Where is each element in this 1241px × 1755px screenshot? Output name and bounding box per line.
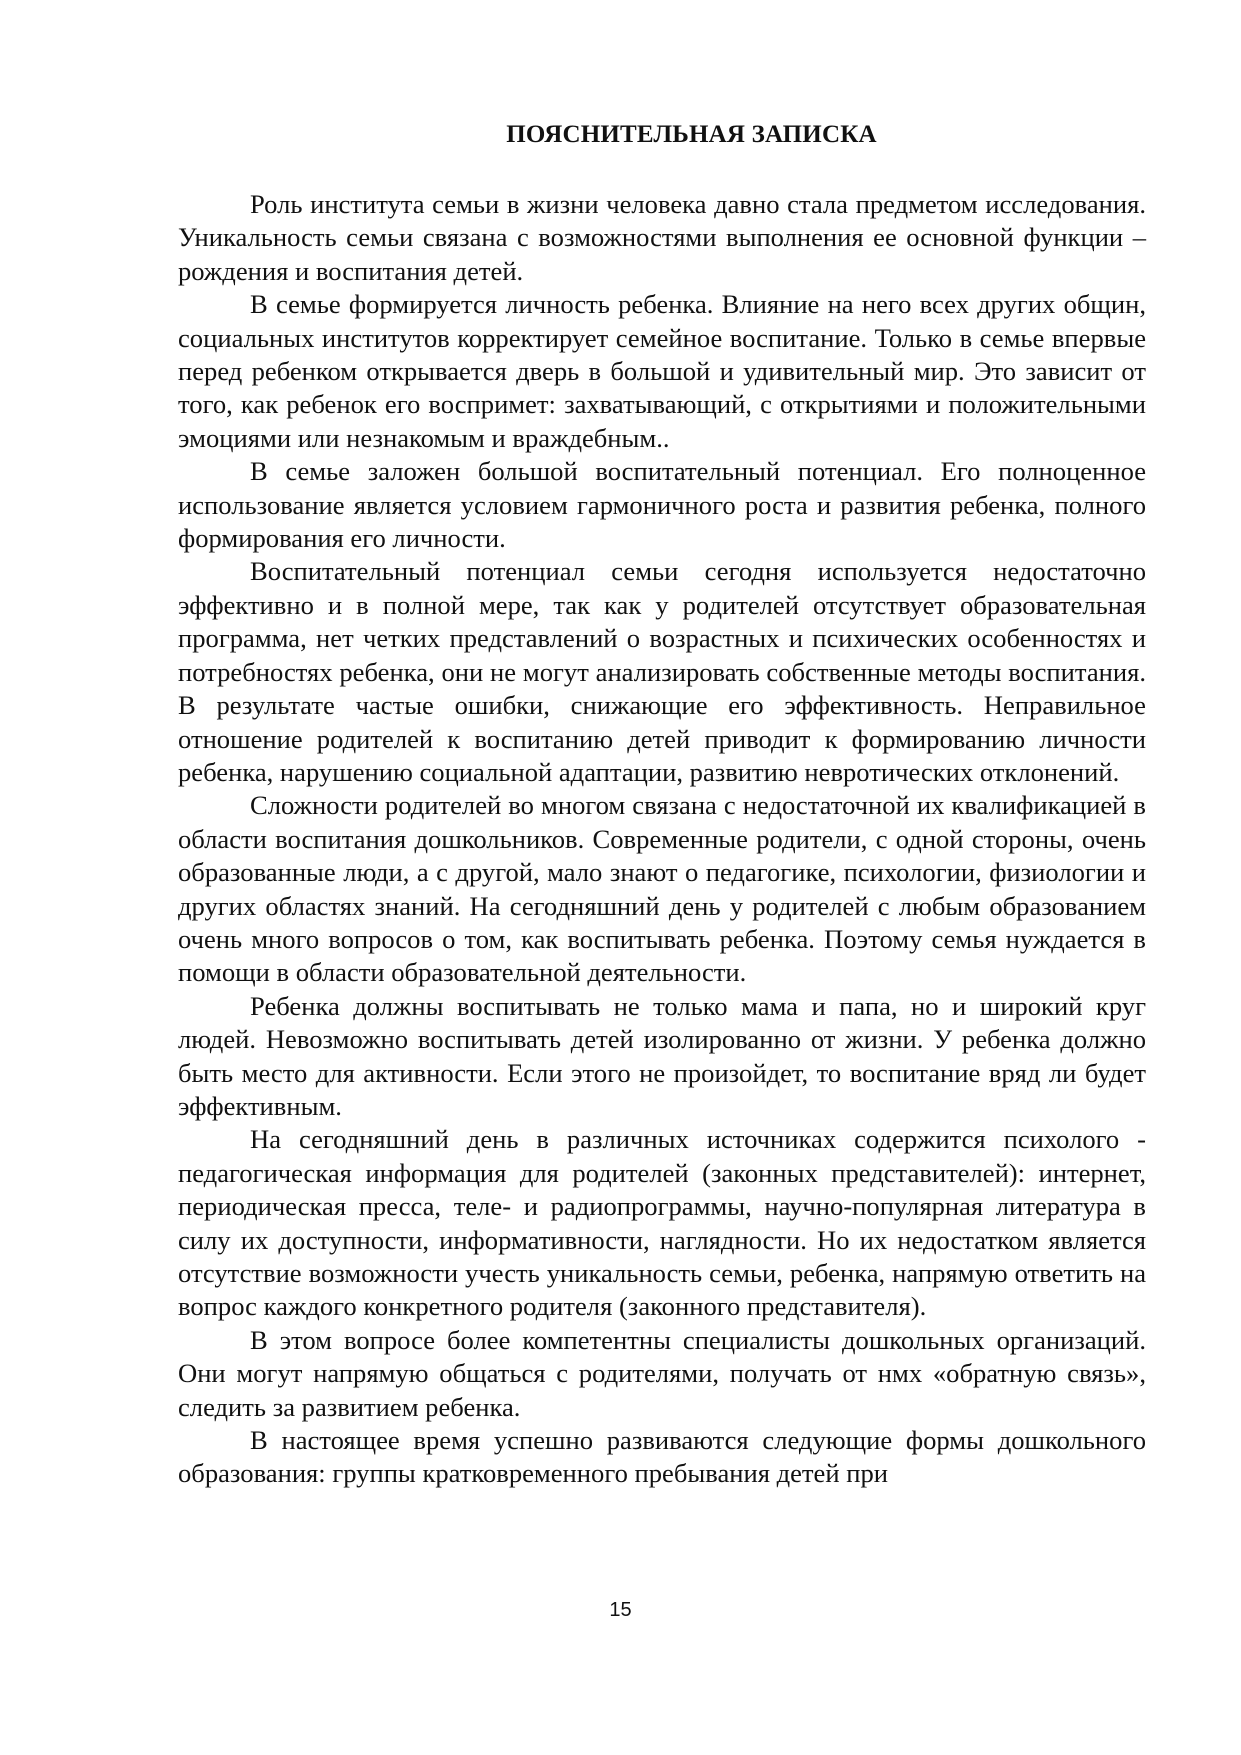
page-number: 15 xyxy=(609,1599,632,1621)
paragraph: Воспитательный потенциал семьи сегодня используется недостаточно эффективно и в полной мере, так как у родителей отсутствует образовательная программа, нет четких представлений о возрастных и психических особенностях и потребностях ребенка, они не могут анализировать собственные методы воспитания. В результате частые ошибки, снижающие его эффективность. Неправильное отношение родителей к воспитанию детей приводит к формированию личности ребенка, нарушению социальной адаптации, развитию невротических отклонений. xyxy=(178,556,1146,787)
paragraph: В этом вопросе более компетентны специалисты дошкольных организаций. Они могут напрямую общаться с родителями, получать от нмх «обратную связь», следить за развитием ребенка. xyxy=(178,1324,1146,1422)
document-title: ПОЯСНИТЕЛЬНАЯ ЗАПИСКА xyxy=(506,121,877,148)
paragraph: В настоящее время успешно развиваются следующие формы дошкольного образования: группы кратковременного пребывания детей при xyxy=(178,1425,1146,1489)
paragraph: Ребенка должны воспитывать не только мама и папа, но и широкий круг людей. Невозможно воспитывать детей изолированно от жизни. У ребенка должно быть место для активности. Если этого не произойдет, то воспитание вряд ли будет эффективным. xyxy=(178,990,1146,1121)
paragraph: На сегодняшний день в различных источниках содержится психолого - педагогическая информация для родителей (законных представителей): интернет, периодическая пресса, теле- и радиопрограммы, научно-популярная литература в силу их доступности, информативности, наглядности. Но их недостатком является отсутствие возможности учесть уникальность семьи, ребенка, напрямую ответить на вопрос каждого конкретного родителя (законного представителя). xyxy=(178,1124,1146,1322)
paragraph: В семье заложен большой воспитательный потенциал. Его полноценное использование является условием гармоничного роста и развития ребенка, полного формирования его личности. xyxy=(178,456,1146,554)
paragraph: Сложности родителей во многом связана с недостаточной их квалификацией в области воспитания дошкольников. Современные родители, с одной стороны, очень образованные люди, а с другой, мало знают о педагогике, психологии, физиологии и других областях знаний. На сегодняшний день у родителей с любым образованием очень много вопросов о том, как воспитывать ребенка. Поэтому семья нуждается в помощи в области образовательной деятельности. xyxy=(178,790,1146,988)
paragraph: В семье формируется личность ребенка. Влияние на него всех других общин, социальных институтов корректирует семейное воспитание. Только в семье впервые перед ребенком открывается дверь в большой и удивительный мир. Это зависит от того, как ребенок его воспримет: захватывающий, с открытиями и положительными эмоциями или незнакомым и враждебным.. xyxy=(178,289,1146,453)
document-body xyxy=(178,188,1146,1491)
paragraph: Роль института семьи в жизни человека давно стала предметом исследования. Уникальность семьи связана с возможностями выполнения ее основной функции – рождения и воспитания детей. xyxy=(178,189,1146,286)
